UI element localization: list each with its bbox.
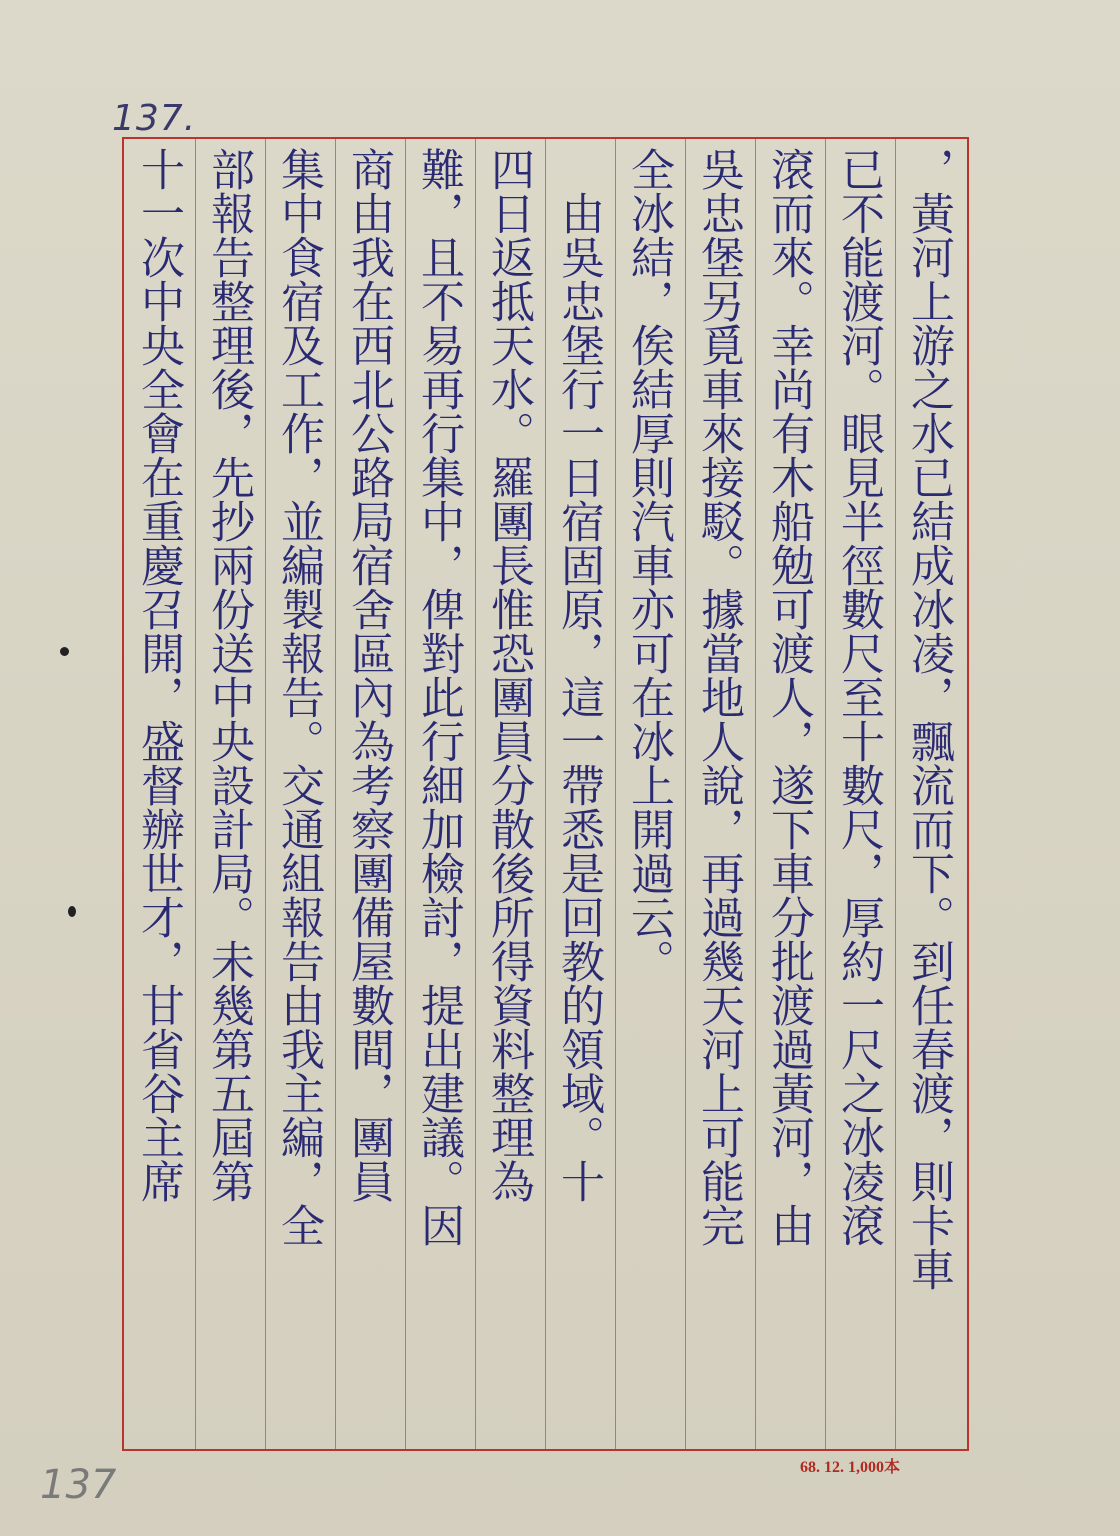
text-column: 由吳忠堡行一日宿固原，這一帶悉是回教的領域。十 — [553, 147, 604, 1203]
text-column: 吳忠堡另覓車來接駁。據當地人說，再過幾天河上可能完 — [693, 147, 744, 1247]
manuscript-grid-frame — [122, 137, 969, 1451]
text-column: 部報告整理後，先抄兩份送中央設計局。未幾第五屆第 — [203, 147, 254, 1203]
print-code: 68. 12. 1,000本 — [800, 1459, 901, 1476]
text-column: 滾而來。幸尚有木船勉可渡人，遂下車分批渡過黃河，由 — [763, 147, 814, 1247]
ink-spot — [68, 906, 76, 917]
text-column: 已不能渡河。眼見半徑數尺至十數尺，厚約一尺之冰凌滾 — [833, 147, 884, 1247]
text-column: ，黃河上游之水已結成冰凌，飄流而下。到任春渡，則卡車 — [903, 147, 954, 1291]
text-column: 集中食宿及工作，並編製報告。交通組報告由我主編，全 — [273, 147, 324, 1247]
text-column: 十一次中央全會在重慶召開，盛督辦世才，甘省谷主席 — [133, 147, 184, 1203]
ink-spot — [60, 647, 69, 656]
page-number-top: 137. — [112, 98, 197, 139]
text-column: 全冰結，俟結厚則汽車亦可在冰上開過云。 — [623, 147, 674, 983]
text-column: 難，且不易再行集中，俾對此行細加檢討，提出建議。因 — [413, 147, 464, 1247]
text-column: 商由我在西北公路局宿舍區內為考察團備屋數間，團員 — [343, 147, 394, 1203]
page-number-bottom: 137 — [40, 1462, 117, 1508]
text-column: 四日返抵天水。羅團長惟恐團員分散後所得資料整理為 — [483, 147, 534, 1203]
